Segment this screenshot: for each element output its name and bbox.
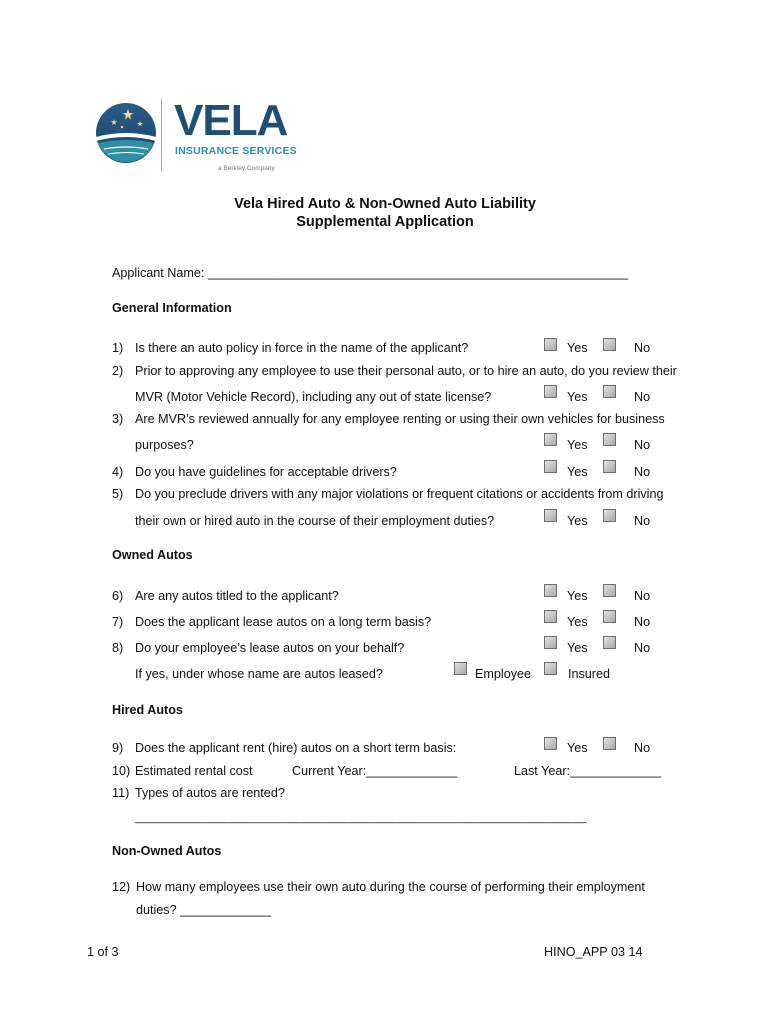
q7-text: Does the applicant lease autos on a long term basis? [135, 615, 432, 629]
q1-number: 1) [112, 341, 124, 355]
q7-no-label: No [634, 615, 651, 629]
form-code: HINO_APP 03 14 [544, 945, 643, 959]
q1-text: Is there an auto policy in force in the name of the applicant? [135, 341, 469, 355]
q9-no-label: No [634, 741, 651, 755]
q2-number: 2) [112, 364, 124, 378]
logo-tagline: a Berkley Company [218, 165, 275, 172]
q8-employee-checkbox[interactable] [454, 662, 467, 675]
q5-no-label: No [634, 514, 651, 528]
q8-number: 8) [112, 641, 124, 655]
q8-employee-label: Employee [475, 667, 532, 681]
q8-insured-checkbox[interactable] [544, 662, 557, 675]
q1-yes-checkbox[interactable] [544, 338, 557, 351]
page-number: 1 of 3 [87, 945, 119, 959]
logo-divider [161, 99, 162, 171]
q9-number: 9) [112, 741, 124, 755]
q5-yes-label: Yes [567, 514, 588, 528]
q10-text: Estimated rental cost [135, 764, 253, 778]
q6-number: 6) [112, 589, 124, 603]
q3-no-checkbox[interactable] [603, 433, 616, 446]
q4-yes-checkbox[interactable] [544, 460, 557, 473]
q3-yes-checkbox[interactable] [544, 433, 557, 446]
logo-subtitle: INSURANCE SERVICES [175, 145, 297, 157]
applicant-name-field[interactable]: Applicant Name: ____________________________________________________________ [112, 266, 629, 280]
q6-no-checkbox[interactable] [603, 584, 616, 597]
q4-number: 4) [112, 465, 124, 479]
vela-emblem-icon [94, 101, 158, 165]
q5-text: Do you preclude drivers with any major violations or frequent citations or accidents from driving [135, 487, 664, 501]
q8-text-continued: If yes, under whose name are autos leased? [135, 667, 383, 681]
q11-answer-line[interactable]: ___________________________________________________________________________ [135, 812, 587, 824]
section-owned-autos: Owned Autos [112, 548, 193, 562]
q9-no-checkbox[interactable] [603, 737, 616, 750]
q8-yes-label: Yes [567, 641, 588, 655]
q12-answer-field[interactable]: duties? _____________ [136, 903, 272, 917]
q4-text: Do you have guidelines for acceptable drivers? [135, 465, 397, 479]
q3-text: Are MVR’s reviewed annually for any employee renting or using their own vehicles for business [135, 412, 665, 426]
q1-no-label: No [634, 341, 651, 355]
section-non-owned-autos: Non-Owned Autos [112, 844, 222, 858]
document-title: Vela Hired Auto & Non-Owned Auto Liability [234, 196, 536, 212]
q2-no-checkbox[interactable] [603, 385, 616, 398]
q7-yes-label: Yes [567, 615, 588, 629]
q2-yes-checkbox[interactable] [544, 385, 557, 398]
q8-no-checkbox[interactable] [603, 636, 616, 649]
q3-number: 3) [112, 412, 124, 426]
q2-yes-label: Yes [567, 390, 588, 404]
q11-number: 11) [112, 786, 130, 800]
q2-no-label: No [634, 390, 651, 404]
q5-number: 5) [112, 487, 124, 501]
q5-yes-checkbox[interactable] [544, 509, 557, 522]
q9-text: Does the applicant rent (hire) autos on a short term basis: [135, 741, 457, 755]
document-subtitle: Supplemental Application [296, 214, 474, 230]
q1-yes-label: Yes [567, 341, 588, 355]
q5-no-checkbox[interactable] [603, 509, 616, 522]
q2-text-continued: MVR (Motor Vehicle Record), including any out of state license? [135, 390, 492, 404]
q9-yes-checkbox[interactable] [544, 737, 557, 750]
section-general-information: General Information [112, 301, 232, 315]
q11-text: Types of autos are rented? [135, 786, 285, 800]
q8-no-label: No [634, 641, 651, 655]
q9-yes-label: Yes [567, 741, 588, 755]
q1-no-checkbox[interactable] [603, 338, 616, 351]
section-hired-autos: Hired Autos [112, 703, 183, 717]
q12-text: How many employees use their own auto during the course of performing their employment [136, 880, 645, 894]
q10-current-year-field[interactable]: Current Year:_____________ [292, 764, 458, 778]
q3-no-label: No [634, 438, 651, 452]
q4-no-label: No [634, 465, 651, 479]
logo-name: VELA [174, 96, 288, 145]
q5-text-continued: their own or hired auto in the course of their employment duties? [135, 514, 495, 528]
q3-yes-label: Yes [567, 438, 588, 452]
q8-insured-label: Insured [568, 667, 611, 681]
q3-text-continued: purposes? [135, 438, 194, 452]
q6-no-label: No [634, 589, 651, 603]
q8-yes-checkbox[interactable] [544, 636, 557, 649]
q7-no-checkbox[interactable] [603, 610, 616, 623]
q4-no-checkbox[interactable] [603, 460, 616, 473]
q6-yes-checkbox[interactable] [544, 584, 557, 597]
q10-last-year-field[interactable]: Last Year:_____________ [514, 764, 662, 778]
q8-text: Do your employee’s lease autos on your behalf? [135, 641, 405, 655]
vela-logo [92, 97, 302, 177]
q12-number: 12) [112, 880, 131, 894]
q10-number: 10) [112, 764, 131, 778]
q4-yes-label: Yes [567, 465, 588, 479]
q6-text: Are any autos titled to the applicant? [135, 589, 339, 603]
q7-yes-checkbox[interactable] [544, 610, 557, 623]
q2-text: Prior to approving any employee to use their personal auto, or to hire an auto, do you review their [135, 364, 677, 378]
q7-number: 7) [112, 615, 124, 629]
q6-yes-label: Yes [567, 589, 588, 603]
